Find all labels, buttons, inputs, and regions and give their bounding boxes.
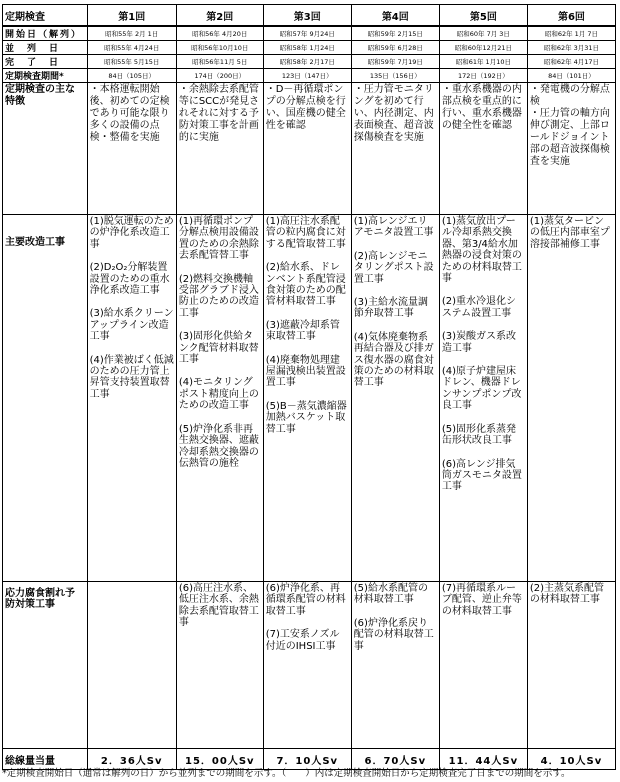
feature-cell: ・重水系機器の内部点検を重点的に行い、重水系機器の健全性を確認: [439, 83, 527, 215]
header-row: [3, 5, 616, 27]
work-item: (2)高レンジモニタリングポスト設置工事: [353, 250, 434, 285]
work-item: (6)高圧注水系、低圧注水系、余熱除去系配管取替工事: [178, 583, 259, 629]
parallel-date-row: [3, 41, 616, 55]
work-item: (3)給水系クリーンアップライン改造工事: [89, 308, 174, 343]
parallel-date: 昭和62年 3月31日: [527, 41, 615, 55]
column-header: 第5回: [439, 5, 527, 27]
parallel-date: 昭和56年10月10日: [176, 41, 263, 55]
main-works-cell: [439, 215, 527, 582]
dose-value: 7．10人Sv: [263, 749, 351, 770]
dose-value: 6．70人Sv: [351, 749, 439, 770]
work-item: (5)B－蒸気濃縮器加熱バスケット取替工事: [265, 400, 347, 435]
main-works-cell: [263, 215, 351, 582]
parallel-date: 昭和59年 6月28日: [351, 41, 439, 55]
dose-label: 総線量当量: [3, 749, 88, 770]
work-item: (4)原子炉建屋床ドレン、機器ドレンサンプポンプ改良工事: [441, 366, 522, 412]
complete-date-label: 完 了 日: [5, 58, 61, 68]
main-works-row: [3, 215, 616, 582]
period-label: 定期検査期間*: [5, 72, 64, 82]
period-row: [3, 69, 616, 83]
footnote: *定期検査開始日（通常は解列の日）から並列までの期間を示す。（ ）内は定期検査開始日から定期検査完了日までの期間を示す。: [2, 768, 571, 779]
work-item: (1)高圧注水系配管の粒内腐食に対する配管取替工事: [265, 216, 346, 250]
work-item: (6)炉浄化系、再循環系配管の材料取替工事: [265, 583, 346, 617]
period-value: 123日（147日）: [263, 69, 351, 83]
scc-works-cell: [87, 582, 176, 749]
work-item: (5)給水系配管の材料取替工事: [353, 583, 428, 606]
scc-works-cell: [176, 582, 263, 749]
start-date: 昭和62年 1月 7日: [527, 26, 615, 41]
work-item: (1)高レンジエリアモニタ設置工事: [353, 216, 434, 239]
feature-cell: ・本格運転開始後、初めての定検であり可能な限り多くの設備の点検・整備を実施: [87, 83, 176, 215]
dose-value: 4．10人Sv: [527, 749, 615, 770]
scc-works-cell: [351, 582, 439, 749]
dose-value: 2．36人Sv: [87, 749, 176, 770]
work-item: (1)脱気運転のための炉浄化系改造工事: [89, 216, 174, 250]
work-item: (5)固形化系蒸発缶形状改良工事: [441, 423, 516, 447]
complete-date: 昭和62年 4月17日: [527, 55, 615, 69]
work-item: (2)重水冷退化システム設置工事: [441, 296, 516, 319]
feature-cell: ・発電機の分解点検 ・圧力管の軸方向伸び測定、上部ロールドジョイント部の超音波探傷検査を実施: [527, 83, 615, 215]
start-date: 昭和60年 7月 3日: [439, 26, 527, 41]
work-item: (3)固形化供給タンク配管材料取替工事: [178, 331, 259, 366]
complete-date: 昭和61年 1月10日: [439, 55, 527, 69]
start-date: 昭和59年 2月15日: [351, 26, 439, 41]
dose-value: 15．00人Sv: [176, 749, 263, 770]
features-row: [3, 83, 616, 215]
complete-date: 昭和58年 2月17日: [263, 55, 351, 69]
start-date-label: 開始日（解列）: [5, 30, 83, 40]
column-header: 第6回: [527, 5, 615, 27]
work-item: (4)作業被ばく低減のための圧力管上昇管支持装置取替工事: [89, 354, 174, 400]
period-value: 84日（105日）: [87, 69, 176, 83]
main-works-cell: [176, 215, 263, 582]
work-item: (3)主給水流量調節弁取替工事: [353, 297, 428, 320]
feature-cell: ・余熱除去系配管等にSCCが発見されそれに対する予防対策工事を計画的に実施: [176, 83, 263, 215]
column-header: 第2回: [176, 5, 263, 27]
work-item: (6)高レンジ排気筒ガスモニタ設置工事: [441, 458, 522, 493]
work-item: (4)廃棄物処理建屋漏洩検出装置設置工事: [265, 354, 346, 389]
scc-works-cell: [527, 582, 615, 749]
work-item: (1)再循環ポンプ分解点検用設備設置のための余熱除去系配管替工事: [178, 216, 259, 262]
period-value: 135日（156日）: [351, 69, 439, 83]
start-date-row: [3, 26, 616, 41]
dose-value: 11．44人Sv: [439, 749, 527, 770]
parallel-date: 昭和55年 4月24日: [87, 41, 176, 55]
scc-works-row: [3, 582, 616, 749]
feature-cell: ・D－再循環ポンプの分解点検を行い、国産機の健全性を確認: [263, 83, 351, 215]
start-date: 昭和57年 9月24日: [263, 26, 351, 41]
complete-date: 昭和56年11月 5日: [176, 55, 263, 69]
work-item: (1)蒸気放出プール冷却系熱交換器、第3/4給水加熱器の浸食対策のための材料取替工事: [441, 216, 522, 285]
work-item: (3)炭酸ガス系改造工事: [441, 331, 516, 354]
main-works-label: 主要改造工事: [3, 215, 88, 582]
work-item: (2)給水系、ドレンベント系配管浸食対策のための配管材料取替工事: [265, 262, 346, 308]
work-item: (4)モニタリングポスト精度向上のための改造工事: [178, 377, 259, 412]
scc-works-label: 応力腐食割れ予防対策工事: [3, 582, 88, 749]
start-date: 昭和55年 2月 1日: [87, 26, 176, 41]
complete-date: 昭和59年 7月19日: [351, 55, 439, 69]
complete-date-row: [3, 55, 616, 69]
work-item: (7)再循環系ルーブ配管、逆止弁等の材料取替工事: [441, 583, 522, 617]
main-works-cell: [351, 215, 439, 582]
work-item: (2)主蒸気系配管の材料取替工事: [529, 583, 605, 606]
features-label: 定期検査の主な特徴: [3, 83, 88, 215]
scc-works-cell: [263, 582, 351, 749]
parallel-date-label: 並 列 日: [5, 44, 61, 54]
start-date: 昭和56年 4月20日: [176, 26, 263, 41]
complete-date: 昭和55年 5月15日: [87, 55, 176, 69]
period-value: 174日（200日）: [176, 69, 263, 83]
work-item: (1)蒸気タービンの低圧内部車室プ溶接部補修工事: [529, 216, 610, 250]
column-header: 第4回: [351, 5, 439, 27]
main-works-cell: [527, 215, 615, 582]
work-item: (2)D₂O₂分解装置設置のための重水浄化系改造工事: [89, 262, 170, 297]
header-label: 定期検査: [3, 5, 88, 27]
scc-works-cell: [439, 582, 527, 749]
column-header: 第1回: [87, 5, 176, 27]
inspection-table: [2, 4, 616, 770]
parallel-date: 昭和58年 1月24日: [263, 41, 351, 55]
period-value: 84日（101日）: [527, 69, 615, 83]
work-item: (4)気体廃棄物系再結合器及び排ガス復水器の腐食対策のための材料取替工事: [353, 331, 434, 389]
main-works-cell: [87, 215, 176, 582]
column-header: 第3回: [263, 5, 351, 27]
work-item: (2)燃料交換機軸受部グラブド浸入防止のための改造工事: [178, 273, 259, 319]
feature-cell: ・圧力管モニタリングを初めて行い、内径測定、内表面検査、超音波探傷検査を実施: [351, 83, 439, 215]
work-item: (7)工安系ノズル付近のIHSI工事: [265, 629, 340, 652]
work-item: (6)炉浄化系戻り配管の材料取替工事: [353, 617, 434, 652]
work-item: (5)炉浄化系非再生熱交換器、遮蔽冷却系熱交換器の伝熱管の施栓: [178, 423, 259, 469]
work-item: (3)遮蔽冷却系管束取替工事: [265, 319, 340, 343]
parallel-date: 昭和60年12月21日: [439, 41, 527, 55]
period-value: 172日（192日）: [439, 69, 527, 83]
